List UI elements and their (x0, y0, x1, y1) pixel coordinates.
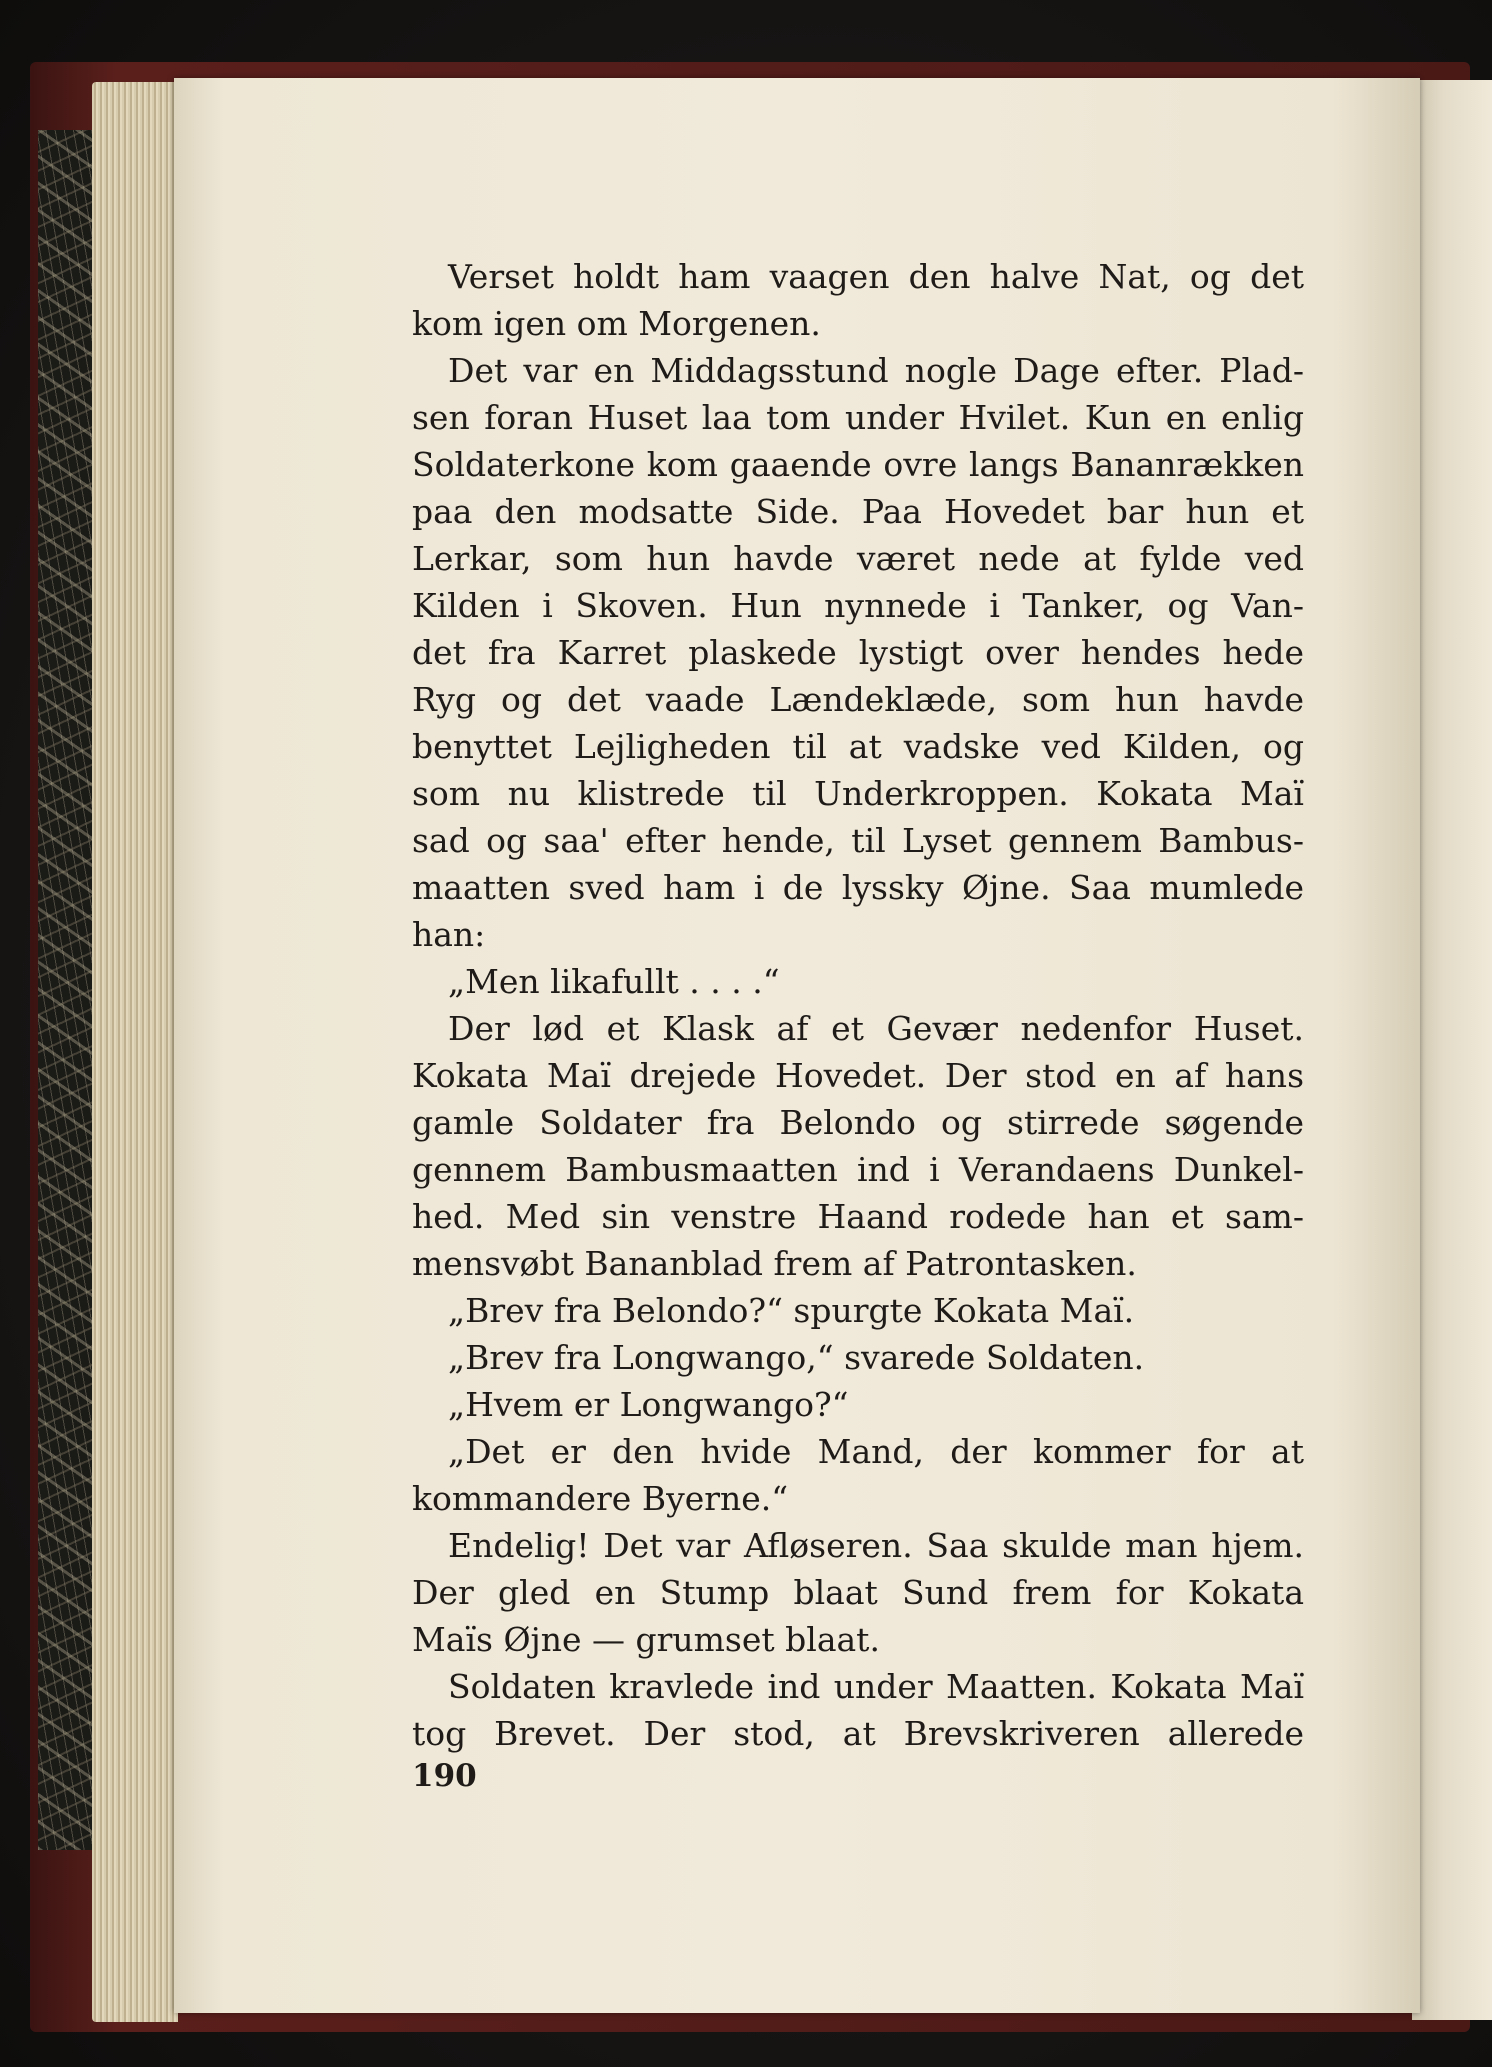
text-line: det fra Karret plaskede lystigt over hendes hede (412, 633, 1304, 672)
text-line: „Brev fra Belondo?“ spurgte Kokata Maï. (448, 1291, 1135, 1330)
marbled-endpaper (38, 130, 100, 1850)
page-text (412, 253, 1304, 1757)
page-number: 190 (412, 1758, 477, 1794)
text-line: benyttet Lejligheden til at vadske ved Kilden, og (412, 727, 1304, 766)
text-line: kommandere Byerne.“ (412, 1479, 789, 1518)
text-line: tog Brevet. Der stod, at Brevskriveren allerede (412, 1714, 1304, 1753)
text-line: Ryg og det vaade Lændeklæde, som hun havde (412, 680, 1304, 719)
text-line: gennem Bambusmaatten ind i Verandaens Dunkel- (412, 1150, 1304, 1189)
text-line: han: (412, 915, 486, 954)
text-line: hed. Med sin venstre Haand rodede han et sam- (412, 1197, 1304, 1236)
text-line: Det var en Middagsstund nogle Dage efter. Plad- (448, 351, 1304, 390)
text-line: Der gled en Stump blaat Sund frem for Kokata (412, 1573, 1304, 1612)
text-line: kom igen om Morgenen. (412, 304, 821, 343)
text-line: Der lød et Klask af et Gevær nedenfor Huset. (448, 1009, 1304, 1048)
facing-page-edge (1412, 80, 1492, 2020)
page-edges (92, 82, 178, 2022)
text-line: som nu klistrede til Underkroppen. Kokata Maï (412, 774, 1304, 813)
text-line: „Hvem er Longwango?“ (448, 1385, 849, 1424)
text-line: Maïs Øjne — grumset blaat. (412, 1620, 880, 1659)
text-line: Lerkar, som hun havde været nede at fylde ved (412, 539, 1304, 578)
text-line: paa den modsatte Side. Paa Hovedet bar hun et (412, 492, 1304, 531)
text-line: Verset holdt ham vaagen den halve Nat, og det (448, 257, 1304, 296)
text-line: gamle Soldater fra Belondo og stirrede søgende (412, 1103, 1304, 1142)
text-line: sad og saa' efter hende, til Lyset gennem Bambus- (412, 821, 1304, 860)
text-line: mensvøbt Bananblad frem af Patrontasken. (412, 1244, 1137, 1283)
text-line: Soldaten kravlede ind under Maatten. Kokata Maï (448, 1667, 1304, 1706)
text-line: sen foran Huset laa tom under Hvilet. Kun en enlig (412, 398, 1304, 437)
text-line: „Det er den hvide Mand, der kommer for at (448, 1432, 1304, 1471)
text-line: Kokata Maï drejede Hovedet. Der stod en af hans (412, 1056, 1304, 1095)
text-line: Kilden i Skoven. Hun nynnede i Tanker, og Van- (412, 586, 1304, 625)
text-line: „Men likafullt . . . .“ (448, 962, 780, 1001)
text-line: maatten sved ham i de lyssky Øjne. Saa mumlede (412, 868, 1304, 907)
text-line: Endelig! Det var Afløseren. Saa skulde man hjem. (448, 1526, 1304, 1565)
text-line: Soldaterkone kom gaaende ovre langs Bananrækken (412, 445, 1304, 484)
text-line: „Brev fra Longwango,“ svarede Soldaten. (448, 1338, 1145, 1377)
